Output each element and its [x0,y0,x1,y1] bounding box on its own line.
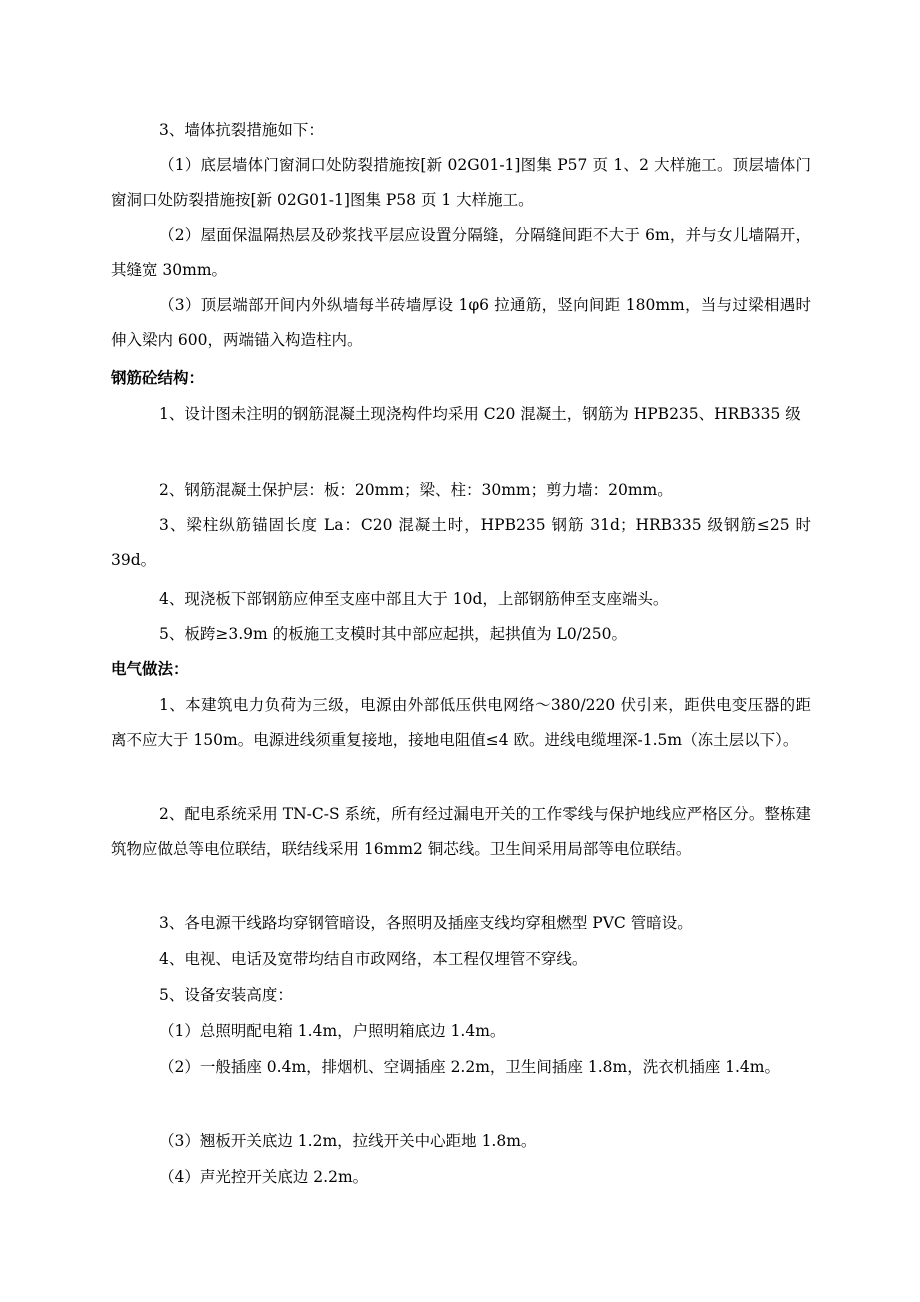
concrete-heading: 钢筋砼结构： [111,369,205,387]
install-height-2: （2）一般插座 0.4m，排烟机、空调插座 2.2m，卫生间插座 1.8m，洗衣机插座 1.4m。 [159,1058,780,1076]
install-height-4: （4）声光控开关底边 2.2m。 [159,1168,369,1186]
electrical-item-5: 5、设备安装高度： [159,986,293,1004]
electrical-item-4: 4、电视、电话及宽带均结自市政网络，本工程仅埋管不穿线。 [159,950,588,968]
wall-crack-title: 3、墙体抗裂措施如下： [159,121,324,139]
wall-crack-item-3: （3）顶层端部开间内外纵墙每半砖墙厚设 1φ6 拉通筋，竖向间距 180mm，当与过梁相遇时伸入梁内 600，两端锚入构造柱内。 [111,296,811,349]
install-height-3: （3）翘板开关底边 1.2m，拉线开关中心距地 1.8m。 [159,1132,537,1150]
concrete-item-2: 2、钢筋混凝土保护层：板：20mm；梁、柱：30mm；剪力墙：20mm。 [159,481,673,499]
electrical-item-1: 1、本建筑电力负荷为三级，电源由外部低压供电网络～380/220 伏引来，距供电变压器的距离不应大于 150m。电源进线须重复接地，接地电阻值≤4 欧。进线电缆埋深-1.5m（冻土层以下）。 [111,696,811,749]
wall-crack-item-1: （1）底层墙体门窗洞口处防裂措施按[新 02G01-1]图集 P57 页 1、2 大样施工。顶层墙体门窗洞口处防裂措施按[新 02G01-1]图集 P58 页 1 大样施工。 [111,156,811,209]
electrical-heading: 电气做法： [111,660,189,678]
wall-crack-item-2: （2）屋面保温隔热层及砂浆找平层应设置分隔缝，分隔缝间距不大于 6m，并与女儿墙隔开，其缝宽 30mm。 [111,226,811,279]
electrical-item-3: 3、各电源干线路均穿钢管暗设，各照明及插座支线均穿租燃型 PVC 管暗设。 [159,914,693,932]
concrete-item-4: 4、现浇板下部钢筋应伸至支座中部且大于 10d，上部钢筋伸至支座端头。 [159,590,669,608]
concrete-item-3: 3、梁柱纵筋锚固长度 La：C20 混凝土时，HPB235 钢筋 31d；HRB335 级钢筋≤25 时 39d。 [111,516,811,569]
concrete-item-5: 5、板跨≥3.9m 的板施工支模时其中部应起拱，起拱值为 L0/250。 [159,625,628,643]
electrical-item-2: 2、配电系统采用 TN-C-S 系统，所有经过漏电开关的工作零线与保护地线应严格区分。整栋建筑物应做总等电位联结，联结线采用 16mm2 铜芯线。卫生间采用局部等电位联结。 [111,805,811,858]
concrete-item-1: 1、设计图未注明的钢筋混凝土现浇构件均采用 C20 混凝土，钢筋为 HPB235、HRB335 级 [159,405,801,423]
install-height-1: （1）总照明配电箱 1.4m，户照明箱底边 1.4m。 [159,1022,506,1040]
